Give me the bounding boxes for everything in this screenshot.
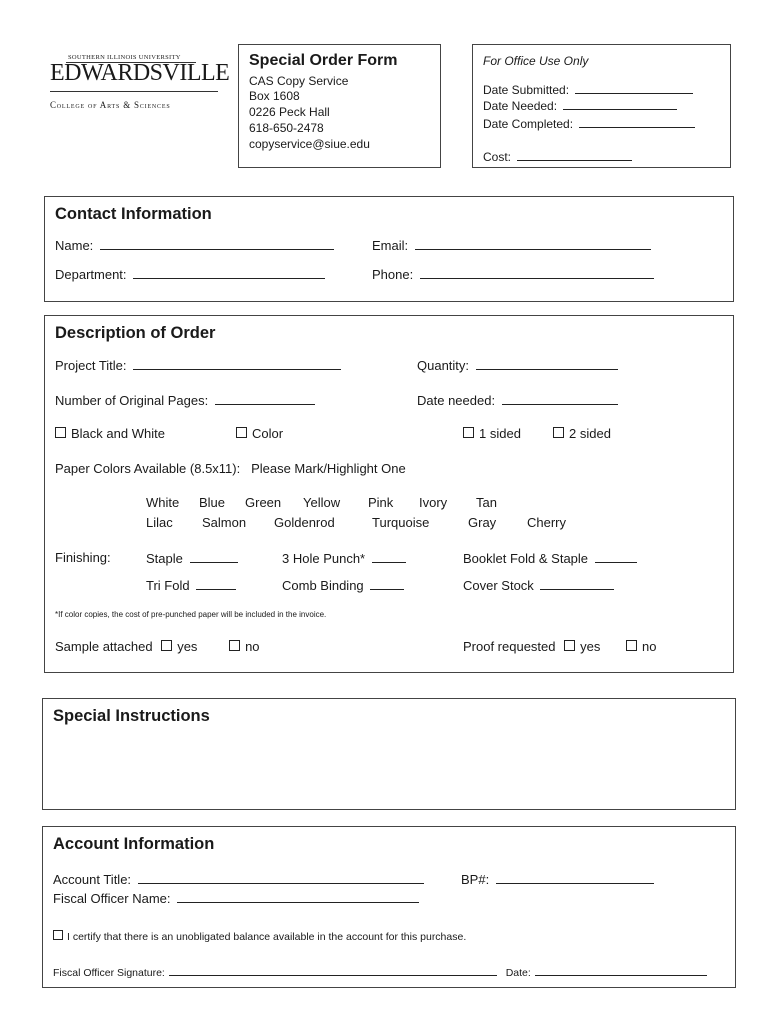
sample-no-checkbox[interactable] <box>229 640 240 651</box>
header-line-1: CAS Copy Service <box>249 74 349 88</box>
office-use-title: For Office Use Only <box>483 54 589 68</box>
order-date-needed-field[interactable] <box>502 392 618 405</box>
sample-yes-label: yes <box>177 639 198 654</box>
comb-binding-field[interactable] <box>370 577 404 590</box>
department-label: Department: <box>55 267 127 282</box>
proof-yes-checkbox[interactable] <box>564 640 575 651</box>
two-sided-checkbox[interactable] <box>553 427 564 438</box>
special-instructions-title: Special Instructions <box>53 707 210 725</box>
paper-color-cherry[interactable]: Cherry <box>527 515 567 530</box>
comb-binding-label: Comb Binding <box>282 578 364 593</box>
order-title: Description of Order <box>55 324 216 342</box>
cover-stock-field[interactable] <box>540 577 614 590</box>
staple-row <box>146 550 238 567</box>
date-completed-label: Date Completed: <box>483 117 574 131</box>
date-submitted-label: Date Submitted: <box>483 83 570 97</box>
special-instructions-section[interactable] <box>42 698 736 810</box>
email-label: Email: <box>372 238 409 253</box>
proof-no-label: no <box>642 639 657 654</box>
header-line-5: copyservice@siue.edu <box>249 137 370 151</box>
header-line-4: 618-650-2478 <box>249 121 324 135</box>
tri-fold-label: Tri Fold <box>146 578 190 593</box>
account-title-field[interactable] <box>138 871 424 884</box>
phone-row <box>372 266 654 283</box>
quantity-label: Quantity: <box>417 358 470 373</box>
phone-label: Phone: <box>372 267 414 282</box>
proof-requested-label: Proof requested <box>463 639 556 654</box>
quantity-field[interactable] <box>476 357 618 370</box>
signature-date-field[interactable] <box>535 965 707 976</box>
cover-stock-label: Cover Stock <box>463 578 534 593</box>
comb-binding-row <box>282 577 404 594</box>
sample-yes-checkbox[interactable] <box>161 640 172 651</box>
signature-date-label: Date: <box>505 967 531 979</box>
order-date-needed-row <box>417 392 618 409</box>
proof-requested-row <box>463 639 656 655</box>
booklet-label: Booklet Fold & Staple <box>463 551 589 566</box>
name-field[interactable] <box>100 237 334 250</box>
tri-fold-field[interactable] <box>196 577 236 590</box>
form-title: Special Order Form <box>249 52 398 69</box>
quantity-row <box>417 357 618 374</box>
bp-row <box>461 871 654 888</box>
original-pages-label: Number of Original Pages: <box>55 393 209 408</box>
one-sided-checkbox[interactable] <box>463 427 474 438</box>
project-title-row <box>55 357 341 374</box>
name-label: Name: <box>55 238 94 253</box>
bp-field[interactable] <box>496 871 654 884</box>
color-label: Color <box>252 426 284 441</box>
cover-stock-row <box>463 577 614 594</box>
signature-field[interactable] <box>169 965 497 976</box>
cost-label: Cost: <box>483 150 512 164</box>
account-title-heading: Account Information <box>53 835 215 853</box>
original-pages-row <box>55 392 315 409</box>
original-pages-field[interactable] <box>215 392 315 405</box>
booklet-row <box>463 550 637 567</box>
paper-color-yellow[interactable]: Yellow <box>303 495 341 510</box>
fiscal-officer-name-label: Fiscal Officer Name: <box>53 891 171 906</box>
header-box <box>238 44 441 168</box>
fiscal-officer-name-row <box>53 890 419 907</box>
paper-color-blue[interactable]: Blue <box>199 495 226 510</box>
proof-yes-label: yes <box>580 639 601 654</box>
signature-row <box>53 965 707 979</box>
siue-logo <box>46 50 230 120</box>
one-sided-option[interactable] <box>463 426 521 442</box>
project-title-label: Project Title: <box>55 358 127 373</box>
paper-color-salmon[interactable]: Salmon <box>202 515 247 530</box>
tri-fold-row <box>146 577 236 594</box>
order-section <box>44 315 734 673</box>
date-submitted-field[interactable] <box>575 81 693 94</box>
department-field[interactable] <box>133 266 325 279</box>
office-date-needed-field[interactable] <box>563 97 677 110</box>
one-sided-label: 1 sided <box>479 426 521 441</box>
paper-color-goldenrod[interactable]: Goldenrod <box>274 515 335 530</box>
black-white-label: Black and White <box>71 426 165 441</box>
cost-row <box>483 148 632 165</box>
header-line-2: Box 1608 <box>249 89 300 103</box>
proof-no-checkbox[interactable] <box>626 640 637 651</box>
three-hole-field[interactable] <box>372 550 406 563</box>
fiscal-officer-name-field[interactable] <box>177 890 419 903</box>
paper-color-turquoise[interactable]: Turquoise <box>372 515 430 530</box>
signature-label: Fiscal Officer Signature: <box>53 967 165 979</box>
logo-wordmark: EDWARDSVILLE <box>50 60 230 86</box>
cost-field[interactable] <box>517 148 632 161</box>
three-hole-row <box>282 550 406 567</box>
color-option[interactable] <box>236 426 283 442</box>
bp-label: BP#: <box>461 872 490 887</box>
office-use-box <box>472 44 731 168</box>
date-completed-field[interactable] <box>579 115 695 128</box>
date-completed-row <box>483 115 695 132</box>
paper-colors-label: Paper Colors Available (8.5x11): Please Mark/Highlight One <box>55 461 406 476</box>
sample-attached-label: Sample attached <box>55 639 153 654</box>
three-hole-label: 3 Hole Punch* <box>282 551 366 566</box>
header-line-3: 0226 Peck Hall <box>249 105 330 119</box>
paper-color-green[interactable]: Green <box>245 495 282 510</box>
account-title-row <box>53 871 424 888</box>
phone-field[interactable] <box>420 266 654 279</box>
email-field[interactable] <box>415 237 651 250</box>
booklet-field[interactable] <box>595 550 637 563</box>
paper-color-gray[interactable]: Gray <box>468 515 497 530</box>
finishing-label: Finishing: <box>55 550 111 565</box>
office-date-needed-label: Date Needed: <box>483 99 558 113</box>
color-checkbox[interactable] <box>236 427 247 438</box>
logo-rule-bottom <box>50 91 218 92</box>
email-row <box>372 237 651 254</box>
project-title-field[interactable] <box>133 357 341 370</box>
certify-row <box>53 930 466 943</box>
paper-color-pink[interactable]: Pink <box>368 495 394 510</box>
date-submitted-row <box>483 81 693 98</box>
black-white-checkbox[interactable] <box>55 427 66 438</box>
paper-color-lilac[interactable]: Lilac <box>146 515 173 530</box>
department-row <box>55 266 325 283</box>
paper-color-ivory[interactable]: Ivory <box>419 495 448 510</box>
certify-checkbox[interactable] <box>53 930 63 940</box>
staple-label: Staple <box>146 551 183 566</box>
paper-color-tan[interactable]: Tan <box>476 495 497 510</box>
paper-color-white[interactable]: White <box>146 495 180 510</box>
logo-college: College of Arts & Sciences <box>50 100 171 110</box>
contact-section <box>44 196 734 302</box>
logo-top-line: SOUTHERN ILLINOIS UNIVERSITY <box>68 54 181 61</box>
contact-title: Contact Information <box>55 205 212 223</box>
account-title-label: Account Title: <box>53 872 132 887</box>
certify-label: I certify that there is an unobligated balance available in the account for this purchase. <box>67 931 467 943</box>
name-row <box>55 237 334 254</box>
black-white-option[interactable] <box>55 426 165 442</box>
color-copies-footnote: *If color copies, the cost of pre-punched paper will be included in the invoice. <box>55 610 327 619</box>
staple-field[interactable] <box>190 550 238 563</box>
sample-attached-row <box>55 639 260 655</box>
date-needed-row <box>483 97 677 114</box>
two-sided-label: 2 sided <box>569 426 611 441</box>
sample-no-label: no <box>245 639 260 654</box>
two-sided-option[interactable] <box>553 426 611 442</box>
account-section <box>42 826 736 988</box>
order-date-needed-label: Date needed: <box>417 393 496 408</box>
